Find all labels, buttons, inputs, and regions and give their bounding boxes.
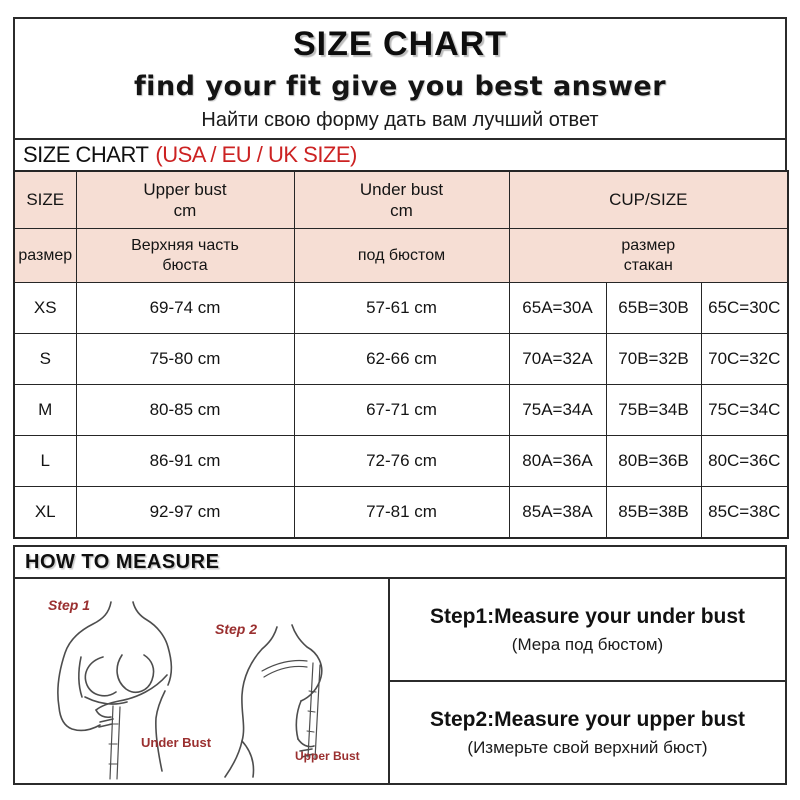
cell-upper-bust: 80-85 cm bbox=[76, 385, 294, 436]
cell-cup-c: 65C=30C bbox=[701, 283, 788, 334]
table-row-m bbox=[14, 385, 788, 436]
cell-cup-b: 85B=38B bbox=[606, 487, 701, 539]
cell-upper-bust: 92-97 cm bbox=[76, 487, 294, 539]
size-chart-section-header bbox=[13, 138, 787, 172]
section-region-note: (USA / EU / UK SIZE) bbox=[155, 142, 357, 167]
header-cup-size-en: CUP/SIZE bbox=[509, 171, 788, 229]
cell-under-bust: 72-76 cm bbox=[294, 436, 509, 487]
table-row-l bbox=[14, 436, 788, 487]
cell-upper-bust: 75-80 cm bbox=[76, 334, 294, 385]
cell-size: XL bbox=[14, 487, 76, 539]
cell-cup-a: 70A=32A bbox=[509, 334, 606, 385]
header-size-ru: размер bbox=[14, 229, 76, 283]
step1-heading: Step1:Measure your under bust bbox=[429, 604, 746, 628]
header-cup-size-ru bbox=[509, 229, 788, 283]
cell-cup-a: 80A=36A bbox=[509, 436, 606, 487]
measure-step-1 bbox=[390, 579, 785, 682]
measure-steps-panel bbox=[390, 579, 785, 783]
header-under-bust-en bbox=[294, 171, 509, 229]
step1-figure-label: Step 1 bbox=[48, 597, 91, 613]
measure-step-2 bbox=[390, 682, 785, 783]
cell-cup-c: 70C=32C bbox=[701, 334, 788, 385]
cell-cup-b: 80B=36B bbox=[606, 436, 701, 487]
header-upper-bust-ru bbox=[76, 229, 294, 283]
table-header-row-ru bbox=[14, 229, 788, 283]
cell-under-bust: 62-66 cm bbox=[294, 334, 509, 385]
measurement-illustration bbox=[15, 579, 390, 783]
banner-subtitle-ru: Найти свою форму дать вам лучший ответ bbox=[201, 109, 599, 131]
cell-cup-c: 75C=34C bbox=[701, 385, 788, 436]
step2-heading: Step2:Measure your upper bust bbox=[429, 707, 746, 731]
section-title: SIZE CHART bbox=[23, 142, 149, 167]
cell-size: M bbox=[14, 385, 76, 436]
page-title: SIZE CHART bbox=[293, 25, 507, 63]
cell-cup-b: 70B=32B bbox=[606, 334, 701, 385]
cell-under-bust: 77-81 cm bbox=[294, 487, 509, 539]
size-chart-table bbox=[13, 170, 789, 539]
how-to-measure-body bbox=[15, 579, 785, 783]
cell-size: S bbox=[14, 334, 76, 385]
table-row-xl bbox=[14, 487, 788, 539]
cell-upper-bust: 86-91 cm bbox=[76, 436, 294, 487]
table-header-row-en bbox=[14, 171, 788, 229]
cell-cup-a: 85A=38A bbox=[509, 487, 606, 539]
cell-cup-a: 75A=34A bbox=[509, 385, 606, 436]
banner-subtitle-en: find your fit give you best answer bbox=[133, 71, 667, 102]
cell-cup-c: 85C=38C bbox=[701, 487, 788, 539]
header-upper-bust-en bbox=[76, 171, 294, 229]
cell-cup-b: 65B=30B bbox=[606, 283, 701, 334]
table-row-xs bbox=[14, 283, 788, 334]
header-under-line2: cm bbox=[390, 201, 413, 220]
step2-subheading-ru: (Измерьте свой верхний бюст) bbox=[467, 737, 708, 757]
header-cup-ru-line1: размер bbox=[621, 236, 676, 254]
header-size-en: SIZE bbox=[14, 171, 76, 229]
header-under-line1: Under bust bbox=[359, 179, 444, 199]
header-cup-ru-line2: стакан bbox=[623, 256, 673, 274]
how-to-measure-section bbox=[13, 545, 787, 785]
cell-size: L bbox=[14, 436, 76, 487]
header-under-bust-ru: под бюстом bbox=[294, 229, 509, 283]
cell-size: XS bbox=[14, 283, 76, 334]
upper-bust-figure-caption: Upper Bust bbox=[295, 749, 360, 763]
under-bust-figure-caption: Under Bust bbox=[141, 735, 212, 750]
cell-cup-a: 65A=30A bbox=[509, 283, 606, 334]
header-upper-line1: Upper bust bbox=[143, 179, 227, 199]
header-upper-ru-line2: бюста bbox=[162, 256, 208, 274]
step2-figure-label: Step 2 bbox=[215, 621, 258, 637]
step1-subheading-ru: (Мера под бюстом) bbox=[511, 634, 664, 654]
how-to-measure-title: HOW TO MEASURE bbox=[15, 547, 785, 579]
table-row-s bbox=[14, 334, 788, 385]
header-upper-ru-line1: Верхняя часть bbox=[131, 236, 239, 254]
title-banner bbox=[13, 17, 787, 140]
header-upper-line2: cm bbox=[173, 201, 197, 220]
cell-upper-bust: 69-74 cm bbox=[76, 283, 294, 334]
cell-under-bust: 67-71 cm bbox=[294, 385, 509, 436]
cell-cup-b: 75B=34B bbox=[606, 385, 701, 436]
cell-under-bust: 57-61 cm bbox=[294, 283, 509, 334]
cell-cup-c: 80C=36C bbox=[701, 436, 788, 487]
